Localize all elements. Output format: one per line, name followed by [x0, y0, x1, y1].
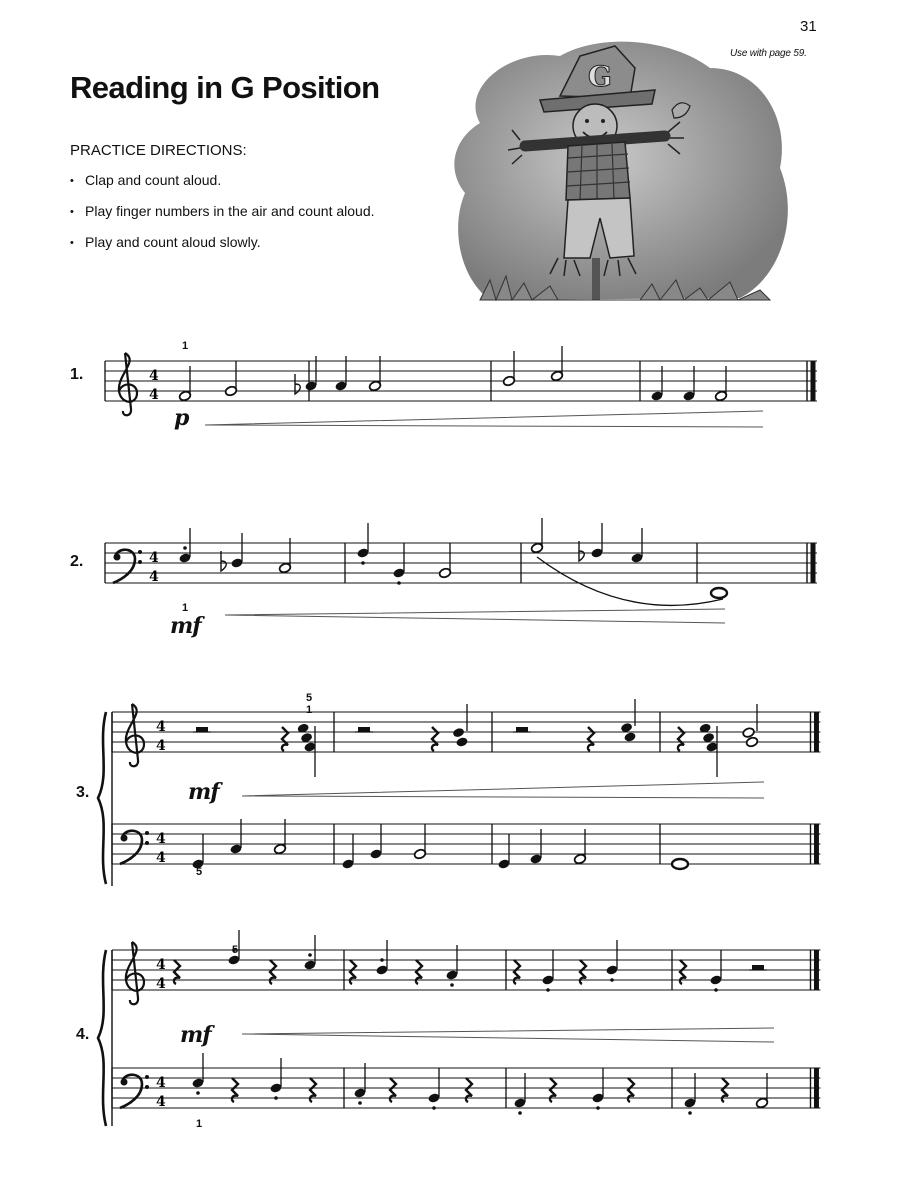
direction-item: • Play finger numbers in the air and count aloud.: [70, 203, 375, 234]
svg-text:4: 4: [156, 738, 166, 754]
practice-directions-heading: PRACTICE DIRECTIONS:: [70, 142, 247, 159]
page-title: Reading in G Position: [70, 70, 380, 105]
dynamic-marking: mf: [180, 1022, 211, 1048]
svg-text:4: 4: [156, 976, 166, 992]
exercise-number: 1.: [70, 366, 84, 383]
finger-number: 1: [182, 602, 189, 614]
finger-number: 5: [232, 944, 239, 956]
dynamic-marking: mf: [188, 779, 219, 805]
dynamic-marking: p: [174, 405, 189, 431]
svg-text:4: 4: [149, 550, 159, 566]
finger-number: 1: [306, 704, 313, 716]
svg-text:4: 4: [156, 1094, 166, 1110]
finger-number: 5: [196, 866, 203, 878]
svg-text:4: 4: [156, 957, 166, 973]
direction-item: • Clap and count aloud.: [70, 172, 375, 203]
svg-text:4: 4: [156, 831, 166, 847]
finger-number: 1: [196, 1118, 203, 1130]
finger-number: 5: [306, 692, 313, 704]
svg-text:4: 4: [149, 569, 159, 585]
exercise-number: 2.: [70, 553, 84, 570]
page-number: 31: [800, 18, 817, 35]
svg-text:4: 4: [156, 1075, 166, 1091]
svg-text:4: 4: [156, 719, 166, 735]
finger-number: 1: [182, 340, 189, 352]
exercise-number: 3.: [76, 784, 90, 801]
hat-letter: G: [588, 60, 612, 93]
svg-text:4: 4: [156, 850, 166, 866]
exercise-2-staff: [105, 518, 817, 623]
svg-text:4: 4: [149, 368, 159, 384]
svg-text:4: 4: [149, 387, 159, 403]
dynamic-marking: mf: [170, 613, 201, 639]
exercise-number: 4.: [76, 1026, 90, 1043]
exercise-1-staff: [105, 346, 817, 427]
direction-item: • Play and count aloud slowly.: [70, 234, 375, 265]
use-with-note: Use with page 59.: [730, 48, 807, 59]
